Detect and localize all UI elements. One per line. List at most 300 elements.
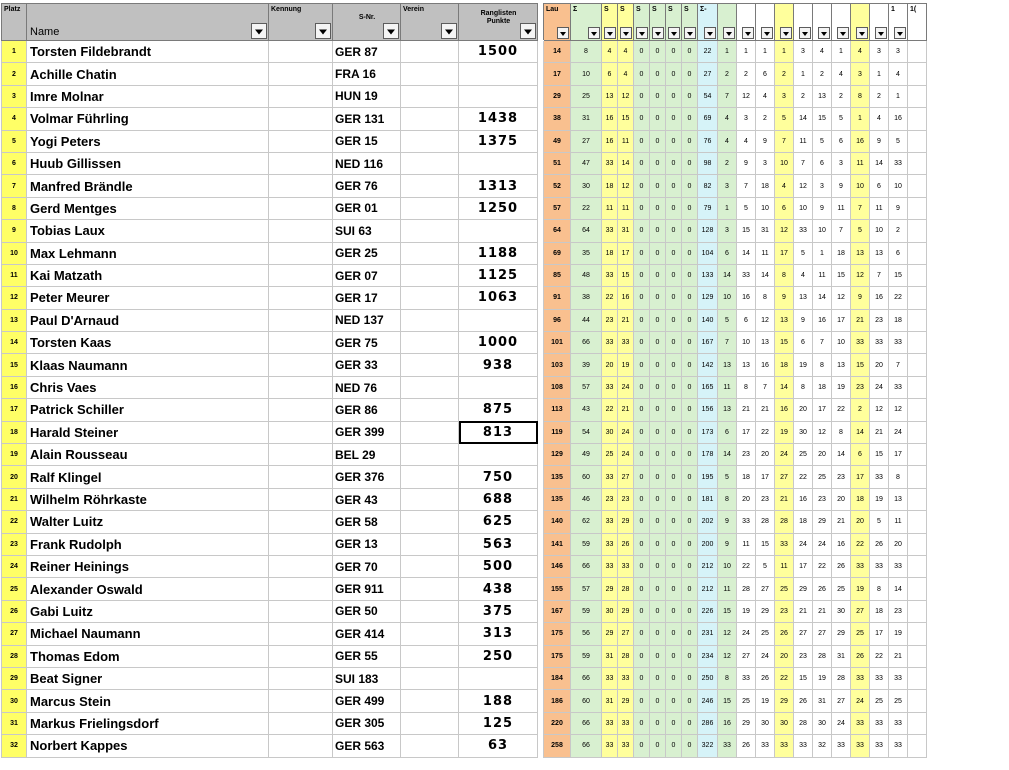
value-cell[interactable]: 16: [602, 108, 618, 130]
race-result-cell[interactable]: 12: [737, 85, 756, 107]
race-result-cell[interactable]: 5: [813, 130, 832, 152]
verein-cell[interactable]: [401, 444, 459, 466]
rank-cell[interactable]: 3: [2, 85, 27, 107]
race-result-cell[interactable]: 2: [718, 63, 737, 85]
filter-dropdown-icon[interactable]: [588, 27, 600, 39]
race-result-cell[interactable]: 13: [775, 309, 794, 331]
verein-cell[interactable]: [401, 399, 459, 421]
race-result-cell[interactable]: 25: [889, 690, 908, 712]
value-cell[interactable]: 33: [602, 735, 618, 757]
rank-cell[interactable]: 11: [2, 264, 27, 286]
race-result-cell[interactable]: 14: [851, 421, 870, 443]
value-cell[interactable]: 0: [682, 220, 698, 242]
value-cell[interactable]: 26: [618, 533, 634, 555]
race-result-cell[interactable]: 30: [756, 712, 775, 734]
race-result-cell[interactable]: 7: [737, 175, 756, 197]
race-result-cell[interactable]: 21: [775, 488, 794, 510]
value-cell[interactable]: 0: [650, 623, 666, 645]
value-cell[interactable]: 59: [571, 600, 602, 622]
value-cell[interactable]: 0: [650, 354, 666, 376]
race-result-cell[interactable]: 3: [794, 41, 813, 63]
filter-dropdown-icon[interactable]: [818, 27, 830, 39]
race-result-cell[interactable]: 23: [756, 488, 775, 510]
race-result-cell[interactable]: 2: [718, 152, 737, 174]
race-result-cell[interactable]: [908, 466, 927, 488]
race-result-cell[interactable]: 21: [813, 600, 832, 622]
race-result-cell[interactable]: 10: [718, 287, 737, 309]
race-result-cell[interactable]: 3: [851, 63, 870, 85]
race-result-cell[interactable]: 1: [832, 41, 851, 63]
value-cell[interactable]: 0: [682, 63, 698, 85]
value-cell[interactable]: 0: [666, 690, 682, 712]
race-result-cell[interactable]: 9: [756, 130, 775, 152]
name-cell[interactable]: Paul D'Arnaud: [27, 309, 269, 331]
value-cell[interactable]: 0: [682, 197, 698, 219]
race-result-cell[interactable]: 9: [794, 309, 813, 331]
sail-number-cell[interactable]: GER 15: [333, 130, 401, 152]
verein-cell[interactable]: [401, 175, 459, 197]
race-result-cell[interactable]: 5: [889, 130, 908, 152]
value-cell[interactable]: 0: [666, 220, 682, 242]
race-result-cell[interactable]: 19: [794, 354, 813, 376]
name-cell[interactable]: Reiner Heinings: [27, 555, 269, 577]
race-result-cell[interactable]: 18: [813, 376, 832, 398]
value-cell[interactable]: 0: [650, 220, 666, 242]
value-cell[interactable]: 31: [618, 220, 634, 242]
sail-number-cell[interactable]: SUI 183: [333, 667, 401, 689]
race-result-cell[interactable]: 27: [756, 578, 775, 600]
race-result-cell[interactable]: 17: [889, 444, 908, 466]
race-result-cell[interactable]: 29: [813, 511, 832, 533]
lauf-cell[interactable]: 91: [544, 287, 571, 309]
lauf-cell[interactable]: 155: [544, 578, 571, 600]
value-cell[interactable]: 22: [602, 287, 618, 309]
name-cell[interactable]: Gabi Luitz: [27, 600, 269, 622]
filter-dropdown-icon[interactable]: [799, 27, 811, 39]
race-result-cell[interactable]: 26: [756, 667, 775, 689]
kennung-cell[interactable]: [269, 399, 333, 421]
race-result-cell[interactable]: 33: [889, 735, 908, 757]
rank-cell[interactable]: 6: [2, 152, 27, 174]
value-cell[interactable]: 43: [571, 399, 602, 421]
race-result-cell[interactable]: 33: [851, 555, 870, 577]
verein-cell[interactable]: [401, 578, 459, 600]
race-result-cell[interactable]: 12: [756, 309, 775, 331]
race-result-cell[interactable]: 27: [813, 623, 832, 645]
value-cell[interactable]: 23: [618, 488, 634, 510]
race-result-cell[interactable]: [908, 41, 927, 63]
race-result-cell[interactable]: 7: [889, 354, 908, 376]
value-cell[interactable]: 212: [698, 555, 718, 577]
verein-cell[interactable]: [401, 130, 459, 152]
value-cell[interactable]: 0: [666, 712, 682, 734]
value-cell[interactable]: 0: [682, 399, 698, 421]
value-cell[interactable]: 234: [698, 645, 718, 667]
filter-dropdown-icon[interactable]: [636, 27, 648, 39]
race-result-cell[interactable]: 9: [851, 287, 870, 309]
race-result-cell[interactable]: 13: [794, 287, 813, 309]
kennung-cell[interactable]: [269, 488, 333, 510]
race-result-cell[interactable]: 11: [813, 264, 832, 286]
value-cell[interactable]: 0: [650, 41, 666, 63]
race-result-cell[interactable]: 22: [737, 555, 756, 577]
race-result-cell[interactable]: 20: [870, 354, 889, 376]
race-result-cell[interactable]: 16: [794, 488, 813, 510]
lauf-cell[interactable]: 119: [544, 421, 571, 443]
race-result-cell[interactable]: 27: [775, 466, 794, 488]
sail-number-cell[interactable]: GER 33: [333, 354, 401, 376]
kennung-cell[interactable]: [269, 108, 333, 130]
points-cell[interactable]: [459, 85, 538, 107]
value-cell[interactable]: 0: [682, 533, 698, 555]
rank-cell[interactable]: 26: [2, 600, 27, 622]
lauf-cell[interactable]: 258: [544, 735, 571, 757]
filter-dropdown-icon[interactable]: [742, 27, 754, 39]
race-result-cell[interactable]: 28: [832, 667, 851, 689]
filter-dropdown-icon[interactable]: [780, 27, 792, 39]
race-result-cell[interactable]: 33: [889, 332, 908, 354]
verein-cell[interactable]: [401, 421, 459, 443]
name-cell[interactable]: Wilhelm Röhrkaste: [27, 488, 269, 510]
race-result-cell[interactable]: 8: [870, 578, 889, 600]
value-cell[interactable]: 0: [666, 41, 682, 63]
race-result-cell[interactable]: 20: [794, 399, 813, 421]
race-result-cell[interactable]: 26: [775, 623, 794, 645]
race-result-cell[interactable]: 2: [832, 85, 851, 107]
filter-dropdown-icon[interactable]: [668, 27, 680, 39]
filter-dropdown-icon[interactable]: [704, 27, 716, 39]
kennung-cell[interactable]: [269, 264, 333, 286]
value-cell[interactable]: 0: [682, 309, 698, 331]
filter-dropdown-icon[interactable]: [520, 23, 536, 39]
race-result-cell[interactable]: 19: [851, 578, 870, 600]
race-result-cell[interactable]: 13: [737, 354, 756, 376]
kennung-cell[interactable]: [269, 466, 333, 488]
value-cell[interactable]: 0: [666, 287, 682, 309]
lauf-cell[interactable]: 14: [544, 41, 571, 63]
kennung-cell[interactable]: [269, 242, 333, 264]
sail-number-cell[interactable]: GER 563: [333, 735, 401, 757]
kennung-cell[interactable]: [269, 63, 333, 85]
lauf-cell[interactable]: 140: [544, 511, 571, 533]
race-result-cell[interactable]: 33: [794, 220, 813, 242]
value-cell[interactable]: 20: [602, 354, 618, 376]
value-cell[interactable]: 21: [618, 309, 634, 331]
race-result-cell[interactable]: 22: [775, 667, 794, 689]
race-result-cell[interactable]: 19: [832, 376, 851, 398]
race-result-cell[interactable]: 4: [718, 130, 737, 152]
value-cell[interactable]: 29: [618, 600, 634, 622]
verein-cell[interactable]: [401, 197, 459, 219]
verein-cell[interactable]: [401, 511, 459, 533]
race-result-cell[interactable]: 6: [756, 63, 775, 85]
race-result-cell[interactable]: 23: [851, 376, 870, 398]
race-result-cell[interactable]: 28: [756, 511, 775, 533]
value-cell[interactable]: 4: [602, 41, 618, 63]
race-result-cell[interactable]: 14: [775, 376, 794, 398]
race-result-cell[interactable]: 16: [889, 108, 908, 130]
race-result-cell[interactable]: 33: [889, 555, 908, 577]
value-cell[interactable]: 0: [682, 287, 698, 309]
race-result-cell[interactable]: 19: [775, 421, 794, 443]
name-cell[interactable]: Achille Chatin: [27, 63, 269, 85]
value-cell[interactable]: 31: [602, 690, 618, 712]
value-cell[interactable]: 59: [571, 533, 602, 555]
value-cell[interactable]: 0: [634, 264, 650, 286]
name-cell[interactable]: Tobias Laux: [27, 220, 269, 242]
kennung-cell[interactable]: [269, 712, 333, 734]
name-cell[interactable]: Patrick Schiller: [27, 399, 269, 421]
filter-dropdown-icon[interactable]: [837, 27, 849, 39]
race-result-cell[interactable]: 15: [775, 332, 794, 354]
sail-number-cell[interactable]: FRA 16: [333, 63, 401, 85]
kennung-cell[interactable]: [269, 175, 333, 197]
race-result-cell[interactable]: 11: [851, 152, 870, 174]
race-result-cell[interactable]: 19: [756, 690, 775, 712]
rank-cell[interactable]: 25: [2, 578, 27, 600]
sail-number-cell[interactable]: GER 13: [333, 533, 401, 555]
value-cell[interactable]: 0: [650, 645, 666, 667]
race-result-cell[interactable]: 2: [813, 63, 832, 85]
race-result-cell[interactable]: 18: [794, 511, 813, 533]
value-cell[interactable]: 231: [698, 623, 718, 645]
value-cell[interactable]: 0: [682, 376, 698, 398]
value-cell[interactable]: 8: [571, 41, 602, 63]
race-result-cell[interactable]: 33: [851, 735, 870, 757]
filter-dropdown-icon[interactable]: [620, 27, 632, 39]
value-cell[interactable]: 140: [698, 309, 718, 331]
value-cell[interactable]: 322: [698, 735, 718, 757]
value-cell[interactable]: 0: [682, 667, 698, 689]
race-result-cell[interactable]: 24: [832, 712, 851, 734]
race-result-cell[interactable]: 33: [737, 264, 756, 286]
points-cell[interactable]: 875: [459, 399, 538, 421]
value-cell[interactable]: 28: [618, 578, 634, 600]
value-cell[interactable]: 49: [571, 444, 602, 466]
value-cell[interactable]: 31: [602, 645, 618, 667]
value-cell[interactable]: 0: [650, 421, 666, 443]
race-result-cell[interactable]: 1: [718, 41, 737, 63]
value-cell[interactable]: 0: [650, 600, 666, 622]
value-cell[interactable]: 0: [650, 264, 666, 286]
race-result-cell[interactable]: 23: [794, 645, 813, 667]
race-result-cell[interactable]: 20: [775, 645, 794, 667]
race-result-cell[interactable]: 5: [851, 220, 870, 242]
race-result-cell[interactable]: 12: [832, 287, 851, 309]
race-result-cell[interactable]: 19: [813, 667, 832, 689]
lauf-cell[interactable]: 146: [544, 555, 571, 577]
value-cell[interactable]: 0: [666, 376, 682, 398]
value-cell[interactable]: 0: [666, 242, 682, 264]
race-result-cell[interactable]: 5: [756, 555, 775, 577]
value-cell[interactable]: 0: [650, 197, 666, 219]
rank-cell[interactable]: 10: [2, 242, 27, 264]
value-cell[interactable]: 0: [666, 623, 682, 645]
value-cell[interactable]: 0: [650, 555, 666, 577]
value-cell[interactable]: 0: [682, 41, 698, 63]
race-result-cell[interactable]: [908, 220, 927, 242]
verein-cell[interactable]: [401, 466, 459, 488]
race-result-cell[interactable]: 9: [718, 511, 737, 533]
race-result-cell[interactable]: 11: [775, 555, 794, 577]
value-cell[interactable]: 0: [666, 466, 682, 488]
name-cell[interactable]: Alain Rousseau: [27, 444, 269, 466]
race-result-cell[interactable]: [908, 511, 927, 533]
value-cell[interactable]: 0: [682, 578, 698, 600]
race-result-cell[interactable]: 8: [737, 376, 756, 398]
race-result-cell[interactable]: 8: [832, 421, 851, 443]
value-cell[interactable]: 0: [666, 197, 682, 219]
race-result-cell[interactable]: 19: [870, 488, 889, 510]
name-cell[interactable]: Markus Frielingsdorf: [27, 712, 269, 734]
verein-cell[interactable]: [401, 533, 459, 555]
value-cell[interactable]: 29: [602, 578, 618, 600]
rank-cell[interactable]: 1: [2, 41, 27, 63]
kennung-cell[interactable]: [269, 220, 333, 242]
filter-dropdown-icon[interactable]: [315, 23, 331, 39]
value-cell[interactable]: 69: [698, 108, 718, 130]
lauf-cell[interactable]: 38: [544, 108, 571, 130]
verein-cell[interactable]: [401, 332, 459, 354]
lauf-cell[interactable]: 129: [544, 444, 571, 466]
value-cell[interactable]: 30: [602, 600, 618, 622]
value-cell[interactable]: 23: [602, 309, 618, 331]
race-result-cell[interactable]: 6: [718, 421, 737, 443]
value-cell[interactable]: 0: [682, 466, 698, 488]
sail-number-cell[interactable]: GER 131: [333, 108, 401, 130]
value-cell[interactable]: 0: [682, 354, 698, 376]
value-cell[interactable]: 0: [634, 242, 650, 264]
race-result-cell[interactable]: 22: [756, 421, 775, 443]
race-result-cell[interactable]: 27: [737, 645, 756, 667]
value-cell[interactable]: 200: [698, 533, 718, 555]
race-result-cell[interactable]: 16: [851, 130, 870, 152]
race-result-cell[interactable]: 23: [889, 600, 908, 622]
race-result-cell[interactable]: 1: [756, 41, 775, 63]
points-cell[interactable]: 1313: [459, 175, 538, 197]
race-result-cell[interactable]: 3: [813, 175, 832, 197]
value-cell[interactable]: 33: [602, 533, 618, 555]
value-cell[interactable]: 79: [698, 197, 718, 219]
race-result-cell[interactable]: 23: [870, 309, 889, 331]
value-cell[interactable]: 14: [618, 152, 634, 174]
value-cell[interactable]: 54: [571, 421, 602, 443]
points-cell[interactable]: 1063: [459, 287, 538, 309]
kennung-cell[interactable]: [269, 197, 333, 219]
value-cell[interactable]: 27: [698, 63, 718, 85]
value-cell[interactable]: 0: [666, 600, 682, 622]
value-cell[interactable]: 27: [618, 466, 634, 488]
value-cell[interactable]: 0: [666, 264, 682, 286]
points-cell[interactable]: 1125: [459, 264, 538, 286]
value-cell[interactable]: 66: [571, 332, 602, 354]
race-result-cell[interactable]: 26: [794, 690, 813, 712]
value-cell[interactable]: 0: [666, 152, 682, 174]
race-result-cell[interactable]: 33: [870, 735, 889, 757]
race-result-cell[interactable]: 33: [889, 712, 908, 734]
lauf-cell[interactable]: 51: [544, 152, 571, 174]
race-result-cell[interactable]: [908, 152, 927, 174]
race-result-cell[interactable]: 6: [851, 444, 870, 466]
race-result-cell[interactable]: 28: [775, 511, 794, 533]
value-cell[interactable]: 0: [634, 108, 650, 130]
race-result-cell[interactable]: 25: [737, 690, 756, 712]
race-result-cell[interactable]: 13: [718, 354, 737, 376]
race-result-cell[interactable]: 33: [832, 735, 851, 757]
race-result-cell[interactable]: 22: [851, 533, 870, 555]
value-cell[interactable]: 0: [666, 421, 682, 443]
race-result-cell[interactable]: 10: [832, 332, 851, 354]
race-result-cell[interactable]: 6: [775, 197, 794, 219]
value-cell[interactable]: 98: [698, 152, 718, 174]
race-result-cell[interactable]: 8: [889, 466, 908, 488]
lauf-cell[interactable]: 52: [544, 175, 571, 197]
value-cell[interactable]: 46: [571, 488, 602, 510]
race-result-cell[interactable]: 21: [889, 645, 908, 667]
filter-dropdown-icon[interactable]: [856, 27, 868, 39]
race-result-cell[interactable]: 33: [870, 332, 889, 354]
value-cell[interactable]: 0: [666, 444, 682, 466]
value-cell[interactable]: 0: [634, 309, 650, 331]
race-result-cell[interactable]: [908, 690, 927, 712]
race-result-cell[interactable]: 18: [756, 175, 775, 197]
rank-cell[interactable]: 20: [2, 466, 27, 488]
race-result-cell[interactable]: [908, 533, 927, 555]
verein-cell[interactable]: [401, 488, 459, 510]
race-result-cell[interactable]: 8: [851, 85, 870, 107]
race-result-cell[interactable]: 17: [851, 466, 870, 488]
verein-cell[interactable]: [401, 667, 459, 689]
race-result-cell[interactable]: 1: [737, 41, 756, 63]
value-cell[interactable]: 156: [698, 399, 718, 421]
race-result-cell[interactable]: [908, 376, 927, 398]
race-result-cell[interactable]: 7: [832, 220, 851, 242]
race-result-cell[interactable]: [908, 555, 927, 577]
value-cell[interactable]: 0: [634, 690, 650, 712]
race-result-cell[interactable]: 8: [794, 376, 813, 398]
lauf-cell[interactable]: 108: [544, 376, 571, 398]
race-result-cell[interactable]: 8: [756, 287, 775, 309]
race-result-cell[interactable]: 11: [737, 533, 756, 555]
lauf-cell[interactable]: 175: [544, 645, 571, 667]
race-result-cell[interactable]: 33: [737, 667, 756, 689]
race-result-cell[interactable]: 14: [870, 152, 889, 174]
race-result-cell[interactable]: 16: [870, 287, 889, 309]
points-cell[interactable]: [459, 220, 538, 242]
race-result-cell[interactable]: 5: [737, 197, 756, 219]
value-cell[interactable]: 0: [666, 555, 682, 577]
sail-number-cell[interactable]: GER 43: [333, 488, 401, 510]
verein-cell[interactable]: [401, 264, 459, 286]
race-result-cell[interactable]: 1: [794, 63, 813, 85]
points-cell[interactable]: [459, 667, 538, 689]
value-cell[interactable]: 0: [682, 600, 698, 622]
value-cell[interactable]: 57: [571, 376, 602, 398]
race-result-cell[interactable]: 20: [737, 488, 756, 510]
verein-cell[interactable]: [401, 600, 459, 622]
race-result-cell[interactable]: 3: [832, 152, 851, 174]
value-cell[interactable]: 0: [634, 152, 650, 174]
lauf-cell[interactable]: 184: [544, 667, 571, 689]
race-result-cell[interactable]: 12: [870, 399, 889, 421]
sail-number-cell[interactable]: GER 499: [333, 690, 401, 712]
value-cell[interactable]: 15: [618, 108, 634, 130]
value-cell[interactable]: 250: [698, 667, 718, 689]
sail-number-cell[interactable]: GER 75: [333, 332, 401, 354]
race-result-cell[interactable]: 21: [737, 399, 756, 421]
value-cell[interactable]: 0: [650, 309, 666, 331]
filter-dropdown-icon[interactable]: [251, 23, 267, 39]
